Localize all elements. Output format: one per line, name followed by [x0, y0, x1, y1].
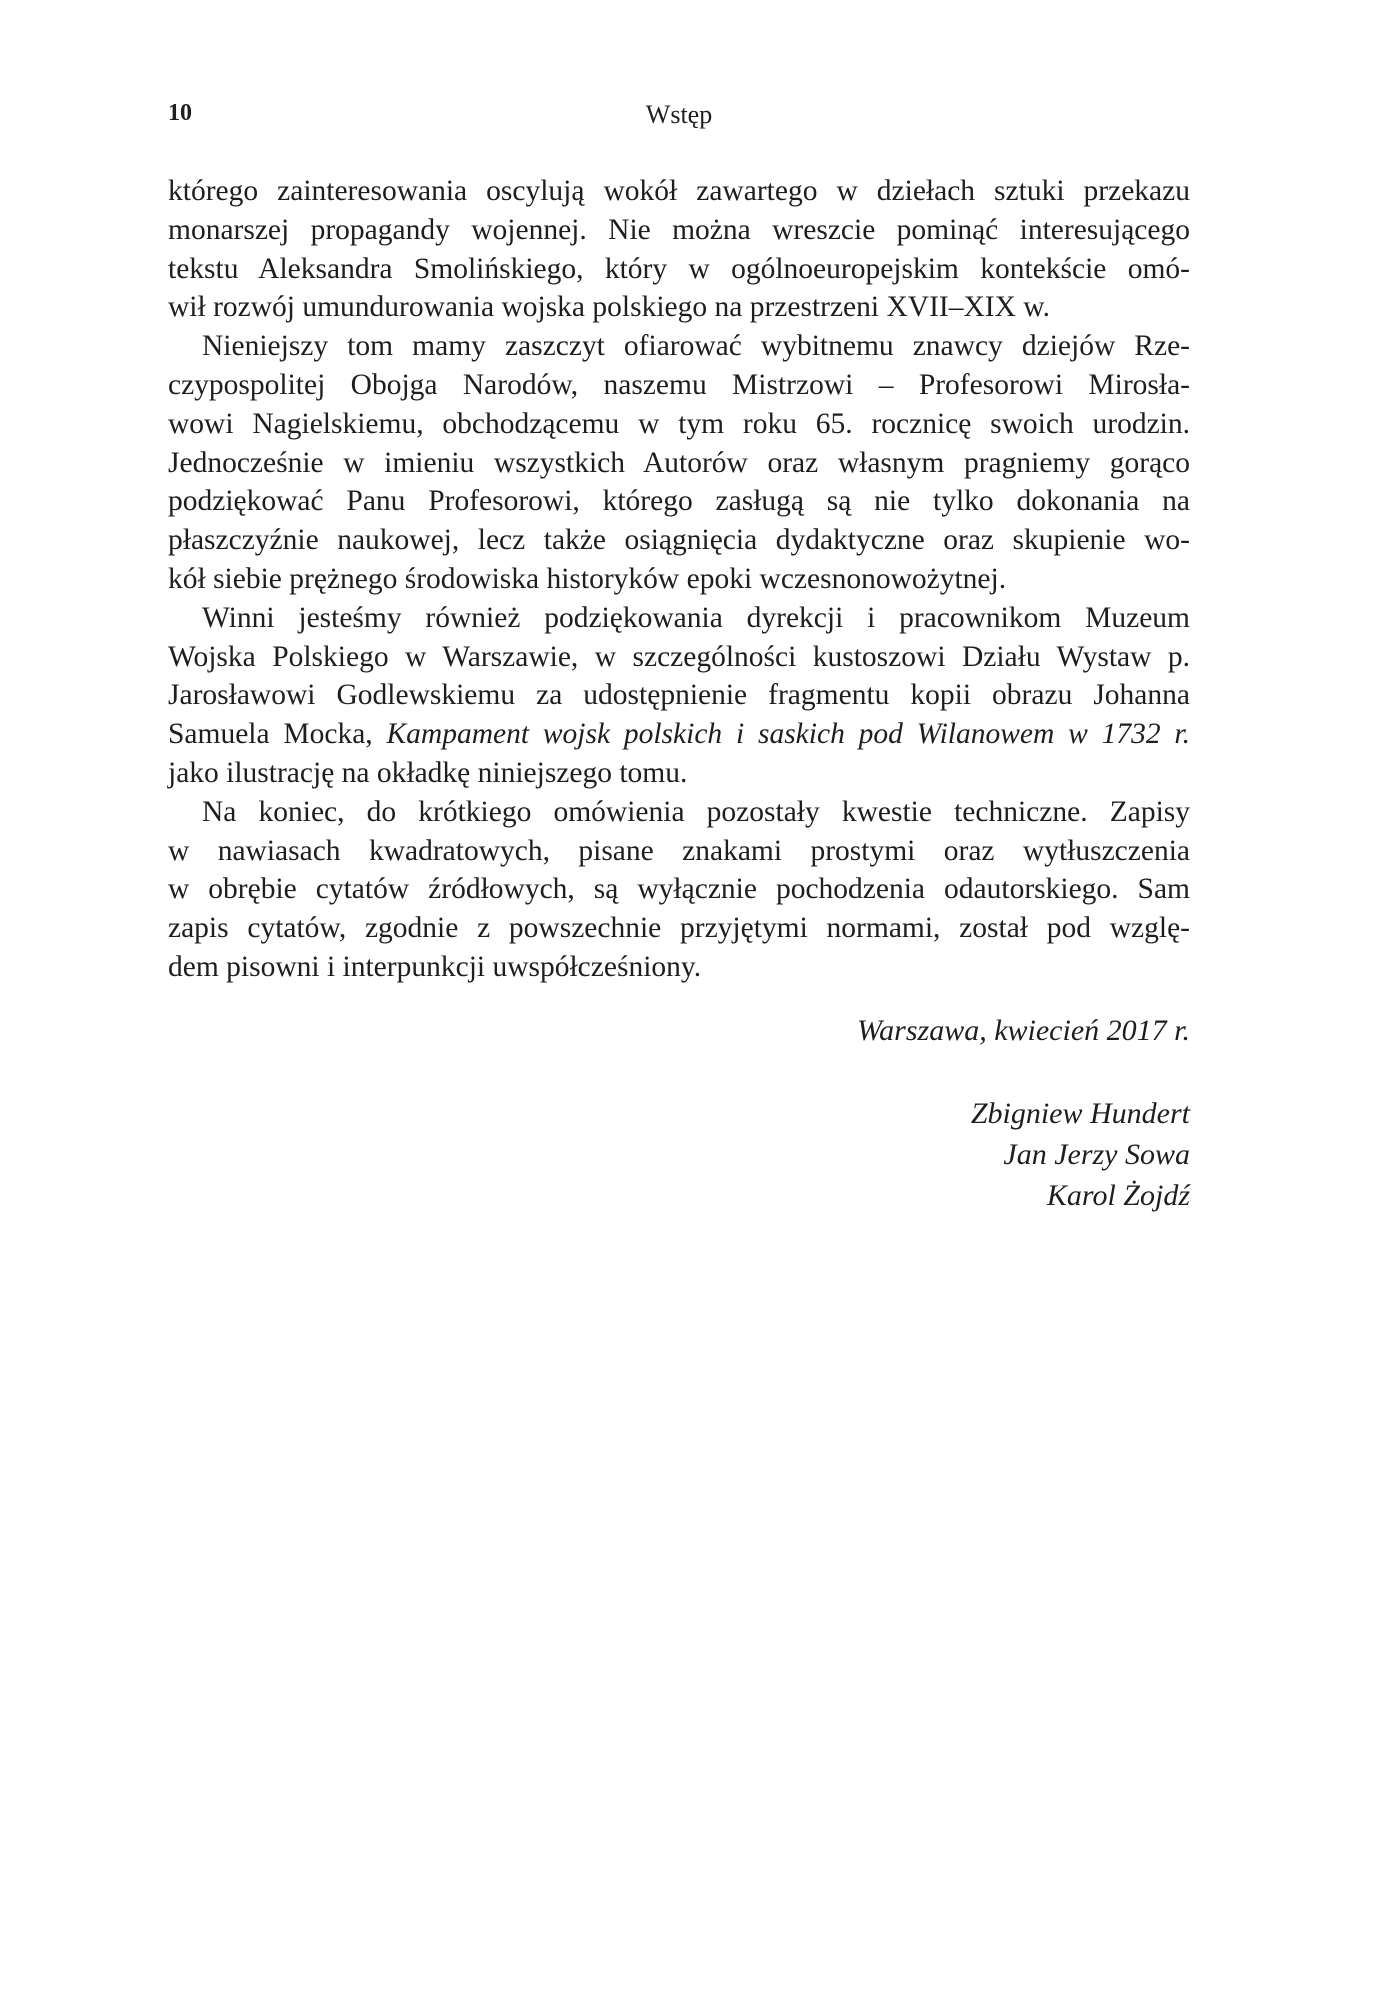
text-line: Jednocześnie w imieniu wszystkich Autorów oraz własnym pragniemy gorąco [168, 446, 1190, 479]
text-line: czypospolitej Obojga Narodów, naszemu Mistrzowi – Profesorowi Mirosła- [168, 368, 1190, 401]
text-line: którego zainteresowania oscylują wokół zawartego w dziełach sztuki przekazu [168, 175, 1190, 207]
body-text [168, 172, 1190, 987]
text-line: jako ilustrację na okładkę niniejszego tomu. [168, 756, 688, 789]
text-line: wowi Nagielskiemu, obchodzącemu w tym roku 65. rocznicę swoich urodzin. [168, 407, 1190, 440]
running-title: Wstęp [645, 100, 713, 129]
paragraph-1 [168, 172, 1190, 327]
place-date: Warszawa, kwiecień 2017 r. [856, 1014, 1190, 1047]
text-line: Na koniec, do krótkiego omówienia pozostały kwestie techniczne. Zapisy [202, 795, 1190, 828]
page-number: 10 [168, 100, 192, 126]
text-line: w obrębie cytatów źródłowych, są wyłącznie pochodzenia odautorskiego. Sam [168, 873, 1190, 906]
text-line: płaszczyźnie naukowej, lecz także osiągnięcia dydaktyczne oraz skupienie wo- [168, 524, 1190, 557]
text-run: Samuela Mocka, [168, 718, 387, 751]
paragraph-2 [168, 327, 1190, 599]
text-line: zapis cytatów, zgodnie z powszechnie przyjętymi normami, został pod wzglę- [168, 912, 1190, 945]
text-line: Jarosławowi Godlewskiemu za udostępnienie fragmentu kopii obrazu Johanna [168, 679, 1190, 712]
text-line: monarszej propagandy wojennej. Nie można wreszcie pominąć interesującego [168, 213, 1190, 246]
text-line: Nieniejszy tom mamy zaszczyt ofiarować wybitnemu znawcy dziejów Rze- [202, 330, 1190, 363]
text-line: wił rozwój umundurowania wojska polskiego na przestrzeni XVII–XIX w. [168, 291, 1051, 324]
paragraph-3 [168, 599, 1190, 793]
running-head [168, 100, 1190, 140]
signatures [971, 1093, 1190, 1216]
text-line: dem pisowni i interpunkcji uwspółcześniony. [168, 950, 702, 983]
painting-title: Kampament wojsk polskich i saskich pod Wilanowem w 1732 r. [386, 718, 1190, 751]
text-line: podziękować Panu Profesorowi, którego zasługą są nie tylko dokonania na [168, 485, 1190, 518]
text-line [168, 715, 1190, 754]
signature-name: Jan Jerzy Sowa [1003, 1138, 1190, 1171]
text-line: Wojska Polskiego w Warszawie, w szczególności kustoszowi Działu Wystaw p. [168, 640, 1190, 673]
text-line: tekstu Aleksandra Smolińskiego, który w ogólnoeuropejskim kontekście omó- [168, 252, 1190, 285]
signature-name: Karol Żojdź [1046, 1179, 1190, 1212]
text-line: kół siebie prężnego środowiska historyków epoki wczesnonowożytnej. [168, 562, 1007, 595]
signature-name: Zbigniew Hundert [970, 1097, 1190, 1130]
text-line: Winni jesteśmy również podziękowania dyrekcji i pracownikom Muzeum [202, 601, 1190, 634]
text-line: w nawiasach kwadratowych, pisane znakami prostymi oraz wytłuszczenia [168, 834, 1190, 867]
paragraph-4 [168, 793, 1190, 987]
